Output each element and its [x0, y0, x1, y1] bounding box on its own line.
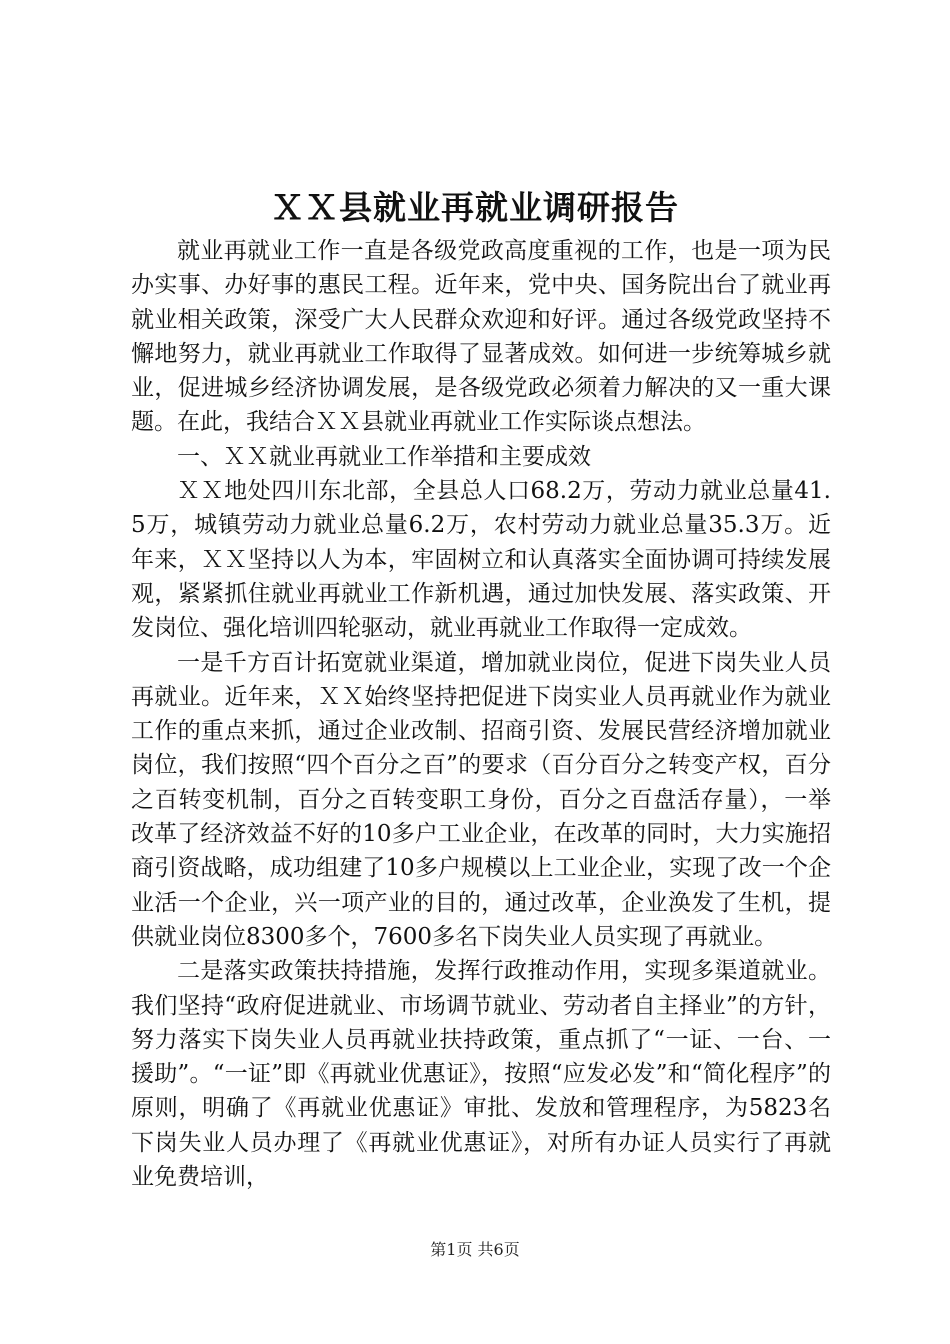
paragraph-point-1: 一是千方百计拓宽就业渠道，增加就业岗位，促进下岗失业人员再就业。近年来，ＸＸ始终坚持把促进下岗实业人员再就业作为就业工作的重点来抓，通过企业改制、招商引资、发展民营经济增加就业岗位，我们按照“四个百分之百”的要求（百分百分之转变产权，百分之百转变机制，百分之百转变职工身份，百分之百盘活存量），一举改革了经济效益不好的10多户工业企业，在改革的同时，大力实施招商引资战略，成功组建了10多户规模以上工业企业，实现了改一个企业活一个企业，兴一项产业的目的，通过改革，企业涣发了生机，提供就业岗位8300多个，7600多名下岗失业人员实现了再就业。	[131, 649, 831, 950]
paragraph-overview: ＸＸ地处四川东北部，全县总人口68.2万，劳动力就业总量41.5万，城镇劳动力就业总量6.2万，农村劳动力就业总量35.3万。近年来，ＸＸ坚持以人为本，牢固树立和认真落实全面协调可持续发展观，紧紧抓住就业再就业工作新机遇，通过加快发展、落实政策、开发岗位、强化培训四轮驱动，就业再就业工作取得一定成效。	[131, 478, 831, 642]
section-heading-1: 一、ＸＸ就业再就业工作举措和主要成效	[177, 443, 591, 470]
paragraph-point-2: 二是落实政策扶持措施，发挥行政推动作用，实现多渠道就业。我们坚持“政府促进就业、市场调节就业、劳动者自主择业”的方针，努力落实下岗失业人员再就业扶持政策，重点抓了“一证、一台、一援助”。“一证”即《再就业优惠证》，按照“应发必发”和“简化程序”的原则，明确了《再就业优惠证》审批、发放和管理程序，为5823名下岗失业人员办理了《再就业优惠证》，对所有办证人员实行了再就业免费培训，	[131, 958, 831, 1191]
page-footer: 第1页 共6页	[430, 1240, 520, 1259]
paragraph-intro: 就业再就业工作一直是各级党政高度重视的工作，也是一项为民办实事、办好事的惠民工程。近年来，党中央、国务院出台了就业再就业相关政策，深受广大人民群众欢迎和好评。通过各级党政坚持不懈地努力，就业再就业工作取得了显著成效。如何进一步统筹城乡就业，促进城乡经济协调发展，是各级党政必须着力解决的又一重大课题。在此，我结合ＸＸ县就业再就业工作实际谈点想法。	[131, 238, 831, 436]
document-title: ＸＸ县就业再就业调研报告	[271, 188, 679, 227]
document-body	[131, 234, 831, 1194]
